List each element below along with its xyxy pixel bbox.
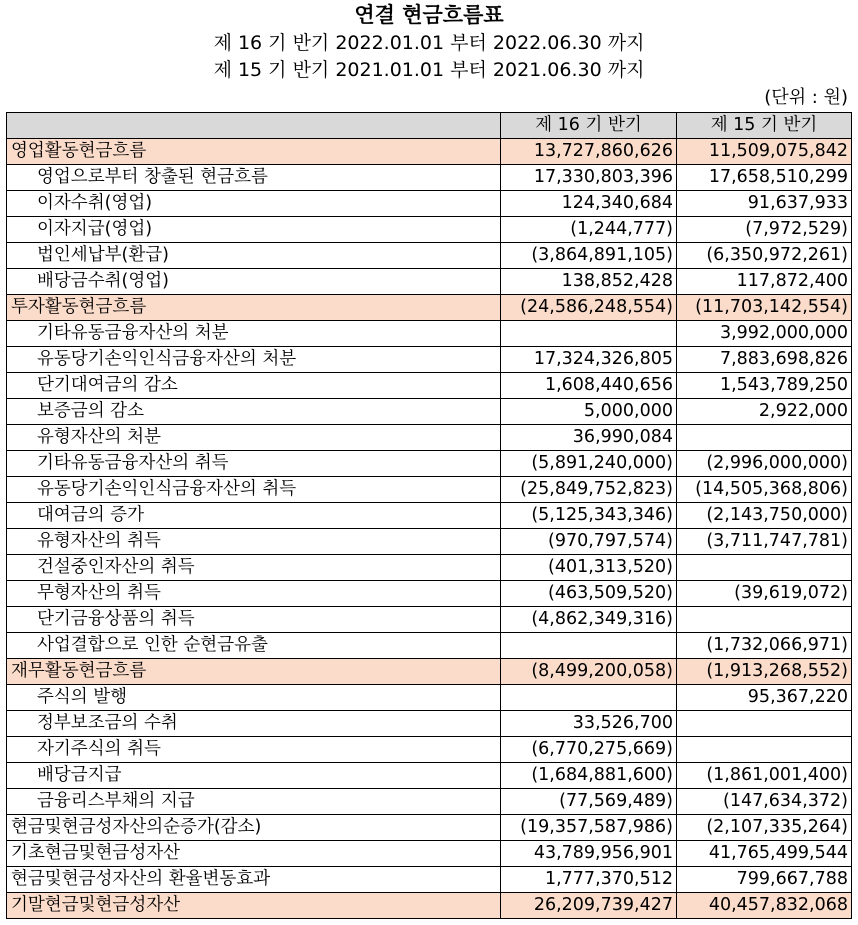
row-label: 현금및현금성자산의 환율변동효과 <box>7 867 501 893</box>
row-current-value: (25,849,752,823) <box>501 477 677 503</box>
table-row <box>7 451 852 477</box>
table-row <box>7 295 852 321</box>
row-prior-value: 1,543,789,250 <box>677 373 852 399</box>
table-row <box>7 685 852 711</box>
row-prior-value: 17,658,510,299 <box>677 165 852 191</box>
row-current-value: 1,777,370,512 <box>501 867 677 893</box>
table-row <box>7 529 852 555</box>
table-row <box>7 737 852 763</box>
row-label: 무형자산의 취득 <box>7 581 501 607</box>
row-current-value: 33,526,700 <box>501 711 677 737</box>
row-current-value: (4,862,349,316) <box>501 607 677 633</box>
row-label: 이자지급(영업) <box>7 217 501 243</box>
row-prior-value: (14,505,368,806) <box>677 477 852 503</box>
row-current-value: (19,357,587,986) <box>501 815 677 841</box>
row-label: 유형자산의 처분 <box>7 425 501 451</box>
table-row <box>7 269 852 295</box>
row-current-value: 124,340,684 <box>501 191 677 217</box>
row-current-value: 5,000,000 <box>501 399 677 425</box>
row-label: 영업활동현금흐름 <box>7 139 501 165</box>
row-label: 대여금의 증가 <box>7 503 501 529</box>
row-label: 배당금수취(영업) <box>7 269 501 295</box>
row-current-value: 1,608,440,656 <box>501 373 677 399</box>
table-row <box>7 503 852 529</box>
row-label: 사업결합으로 인한 순현금유출 <box>7 633 501 659</box>
row-prior-value: 2,922,000 <box>677 399 852 425</box>
row-label: 보증금의 감소 <box>7 399 501 425</box>
row-current-value: (3,864,891,105) <box>501 243 677 269</box>
header-row <box>7 113 852 139</box>
header-item <box>7 113 501 139</box>
row-prior-value <box>677 737 852 763</box>
row-label: 이자수취(영업) <box>7 191 501 217</box>
table-row <box>7 139 852 165</box>
table-row <box>7 711 852 737</box>
row-current-value <box>501 321 677 347</box>
row-prior-value <box>677 555 852 581</box>
table-row <box>7 607 852 633</box>
row-label: 법인세납부(환급) <box>7 243 501 269</box>
row-label: 유동당기손익인식금융자산의 처분 <box>7 347 501 373</box>
row-label: 유형자산의 취득 <box>7 529 501 555</box>
row-prior-value: 117,872,400 <box>677 269 852 295</box>
table-row <box>7 789 852 815</box>
row-current-value: (5,891,240,000) <box>501 451 677 477</box>
statement-title: 연결 현금흐름표 <box>354 3 504 27</box>
header-prior: 제 15 기 반기 <box>677 113 852 139</box>
row-current-value: (1,244,777) <box>501 217 677 243</box>
row-prior-value: 41,765,499,544 <box>677 841 852 867</box>
table-row <box>7 867 852 893</box>
table-row <box>7 763 852 789</box>
row-current-value: 17,324,326,805 <box>501 347 677 373</box>
row-prior-value: (39,619,072) <box>677 581 852 607</box>
row-prior-value: (2,996,000,000) <box>677 451 852 477</box>
row-label: 영업으로부터 창출된 현금흐름 <box>7 165 501 191</box>
row-label: 재무활동현금흐름 <box>7 659 501 685</box>
unit-label: (단위 : 원) <box>764 87 848 108</box>
row-label: 단기금융상품의 취득 <box>7 607 501 633</box>
row-prior-value <box>677 425 852 451</box>
row-current-value: (5,125,343,346) <box>501 503 677 529</box>
row-prior-value: 91,637,933 <box>677 191 852 217</box>
row-label: 기타유동금융자산의 취득 <box>7 451 501 477</box>
row-prior-value: 11,509,075,842 <box>677 139 852 165</box>
table-row <box>7 165 852 191</box>
row-current-value <box>501 633 677 659</box>
row-prior-value: (1,913,268,552) <box>677 659 852 685</box>
table-row <box>7 347 852 373</box>
row-current-value: (463,509,520) <box>501 581 677 607</box>
row-prior-value: (11,703,142,554) <box>677 295 852 321</box>
row-prior-value: 40,457,832,068 <box>677 893 852 919</box>
row-prior-value: 7,883,698,826 <box>677 347 852 373</box>
row-prior-value: (2,143,750,000) <box>677 503 852 529</box>
table-row <box>7 555 852 581</box>
table-row <box>7 815 852 841</box>
table-row <box>7 659 852 685</box>
row-prior-value <box>677 711 852 737</box>
table-row <box>7 217 852 243</box>
row-current-value: 26,209,739,427 <box>501 893 677 919</box>
row-label: 기초현금및현금성자산 <box>7 841 501 867</box>
row-prior-value: (7,972,529) <box>677 217 852 243</box>
row-current-value: 13,727,860,626 <box>501 139 677 165</box>
row-label: 주식의 발행 <box>7 685 501 711</box>
row-label: 기타유동금융자산의 처분 <box>7 321 501 347</box>
table-row <box>7 633 852 659</box>
period-current: 제 16 기 반기 2022.01.01 부터 2022.06.30 까지 <box>213 32 645 54</box>
row-current-value <box>501 685 677 711</box>
table-row <box>7 581 852 607</box>
row-label: 기말현금및현금성자산 <box>7 893 501 919</box>
table-row <box>7 841 852 867</box>
row-current-value: (8,499,200,058) <box>501 659 677 685</box>
table-row <box>7 425 852 451</box>
row-label: 배당금지급 <box>7 763 501 789</box>
row-prior-value: (1,861,001,400) <box>677 763 852 789</box>
row-prior-value: (3,711,747,781) <box>677 529 852 555</box>
row-current-value: 17,330,803,396 <box>501 165 677 191</box>
row-prior-value: (2,107,335,264) <box>677 815 852 841</box>
row-current-value: (77,569,489) <box>501 789 677 815</box>
period-prior: 제 15 기 반기 2021.01.01 부터 2021.06.30 까지 <box>213 59 645 81</box>
row-prior-value: (6,350,972,261) <box>677 243 852 269</box>
row-label: 정부보조금의 수취 <box>7 711 501 737</box>
row-current-value: 43,789,956,901 <box>501 841 677 867</box>
row-label: 금융리스부채의 지급 <box>7 789 501 815</box>
row-prior-value <box>677 607 852 633</box>
table-row <box>7 399 852 425</box>
header-current: 제 16 기 반기 <box>501 113 677 139</box>
row-prior-value: (147,634,372) <box>677 789 852 815</box>
table-row <box>7 893 852 919</box>
row-label: 투자활동현금흐름 <box>7 295 501 321</box>
row-prior-value: 799,667,788 <box>677 867 852 893</box>
row-label: 단기대여금의 감소 <box>7 373 501 399</box>
row-current-value: (6,770,275,669) <box>501 737 677 763</box>
table-row <box>7 321 852 347</box>
row-current-value: (401,313,520) <box>501 555 677 581</box>
row-current-value: 36,990,084 <box>501 425 677 451</box>
row-label: 유동당기손익인식금융자산의 취득 <box>7 477 501 503</box>
table-row <box>7 191 852 217</box>
row-label: 현금및현금성자산의순증가(감소) <box>7 815 501 841</box>
row-prior-value: 95,367,220 <box>677 685 852 711</box>
table-row <box>7 243 852 269</box>
table-row <box>7 373 852 399</box>
row-current-value: (970,797,574) <box>501 529 677 555</box>
row-prior-value: (1,732,066,971) <box>677 633 852 659</box>
table-row <box>7 477 852 503</box>
cash-flow-table <box>6 112 852 919</box>
row-current-value: (1,684,881,600) <box>501 763 677 789</box>
row-current-value: (24,586,248,554) <box>501 295 677 321</box>
row-current-value: 138,852,428 <box>501 269 677 295</box>
row-label: 건설중인자산의 취득 <box>7 555 501 581</box>
row-label: 자기주식의 취득 <box>7 737 501 763</box>
row-prior-value: 3,992,000,000 <box>677 321 852 347</box>
